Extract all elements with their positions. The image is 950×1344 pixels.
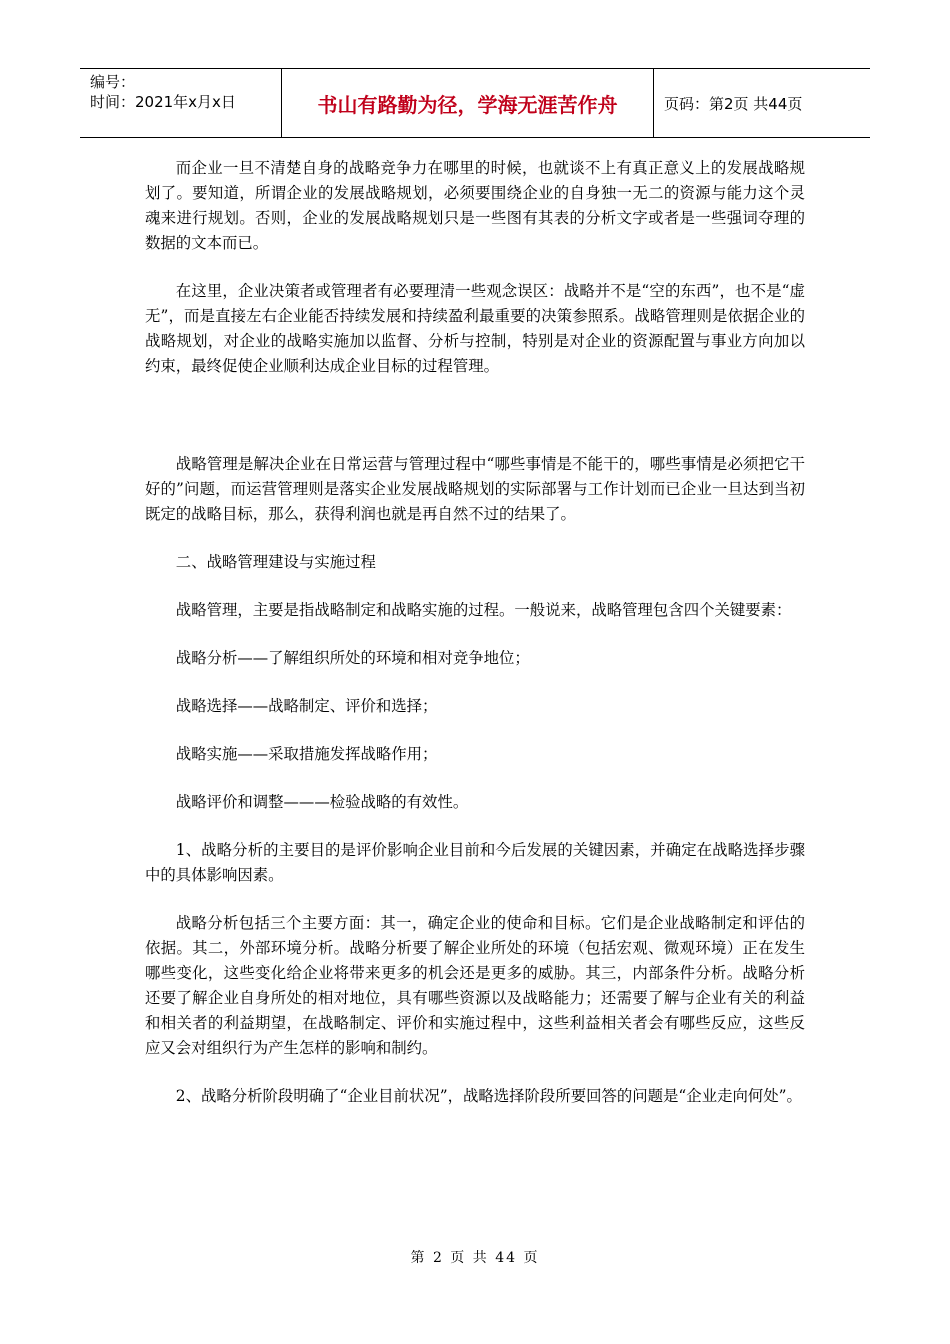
document-date-label: 时间：2021年x月x日 [90, 93, 236, 111]
header-motto: 书山有路勤为径，学海无涯苦作舟 [282, 69, 654, 137]
paragraph: 2、战略分析阶段明确了“企业目前状况”，战略选择阶段所要回答的问题是“企业走向何处”。 [175, 1087, 802, 1105]
paragraph: 在这里，企业决策者或管理者有必要理清一些观念误区：战略并不是“空的东西”，也不是“虚无”，而是直接左右企业能否持续发展和持续盈利最重要的决策参照系。战略管理则是依据企业的战略规划，对企业的战略实施加以监督、分析与控制，特别是对企业的资源配置与事业方向加以约束，最终促使企业顺利达成企业目标的过程管理。 [145, 282, 805, 375]
list-item: 战略评价和调整———检验战略的有效性。 [175, 793, 469, 811]
paragraph: 战略管理是解决企业在日常运营与管理过程中“哪些事情是不能干的，哪些事情是必须把它干好的”问题，而运营管理则是落实企业发展战略规划的实际部署与工作计划而已企业一旦达到当初既定的战略目标，那么，获得利润也就是再自然不过的结果了。 [145, 455, 805, 523]
page-header [80, 68, 870, 138]
paragraph: 1、战略分析的主要目的是评价影响企业目前和今后发展的关键因素，并确定在战略选择步骤中的具体影响因素。 [145, 841, 805, 884]
section-heading: 二、战略管理建设与实施过程 [175, 553, 376, 571]
list-item: 战略分析——了解组织所处的环境和相对竞争地位； [175, 649, 530, 667]
header-meta-cell [80, 69, 282, 137]
page-footer: 第 2 页 共 44 页 [410, 1250, 540, 1266]
document-number-label: 编号： [90, 73, 136, 91]
list-item: 战略选择——战略制定、评价和选择； [175, 697, 438, 715]
paragraph: 战略分析包括三个主要方面：其一，确定企业的使命和目标。它们是企业战略制定和评估的依据。其二，外部环境分析。战略分析要了解企业所处的环境（包括宏观、微观环境）正在发生哪些变化，这些变化给企业将带来更多的机会还是更多的威胁。其三，内部条件分析。战略分析还要了解企业自身所处的相对地位，具有哪些资源以及战略能力；还需要了解与企业有关的利益和相关者的利益期望，在战略制定、评价和实施过程中，这些利益相关者会有哪些反应，这些反应又会对组织行为产生怎样的影响和制约。 [145, 914, 805, 1057]
document-body [145, 156, 805, 1109]
list-item: 战略实施——采取措施发挥战略作用； [175, 745, 438, 763]
header-page-info: 页码：第2页 共44页 [664, 94, 803, 113]
paragraph: 战略管理，主要是指战略制定和战略实施的过程。一般说来，战略管理包含四个关键要素： [175, 601, 792, 619]
paragraph: 而企业一旦不清楚自身的战略竞争力在哪里的时候，也就谈不上有真正意义上的发展战略规划了。要知道，所谓企业的发展战略规划，必须要围绕企业的自身独一无二的资源与能力这个灵魂来进行规划。否则，企业的发展战略规划只是一些图有其表的分析文字或者是一些强词夺理的数据的文本而已。 [145, 159, 805, 252]
